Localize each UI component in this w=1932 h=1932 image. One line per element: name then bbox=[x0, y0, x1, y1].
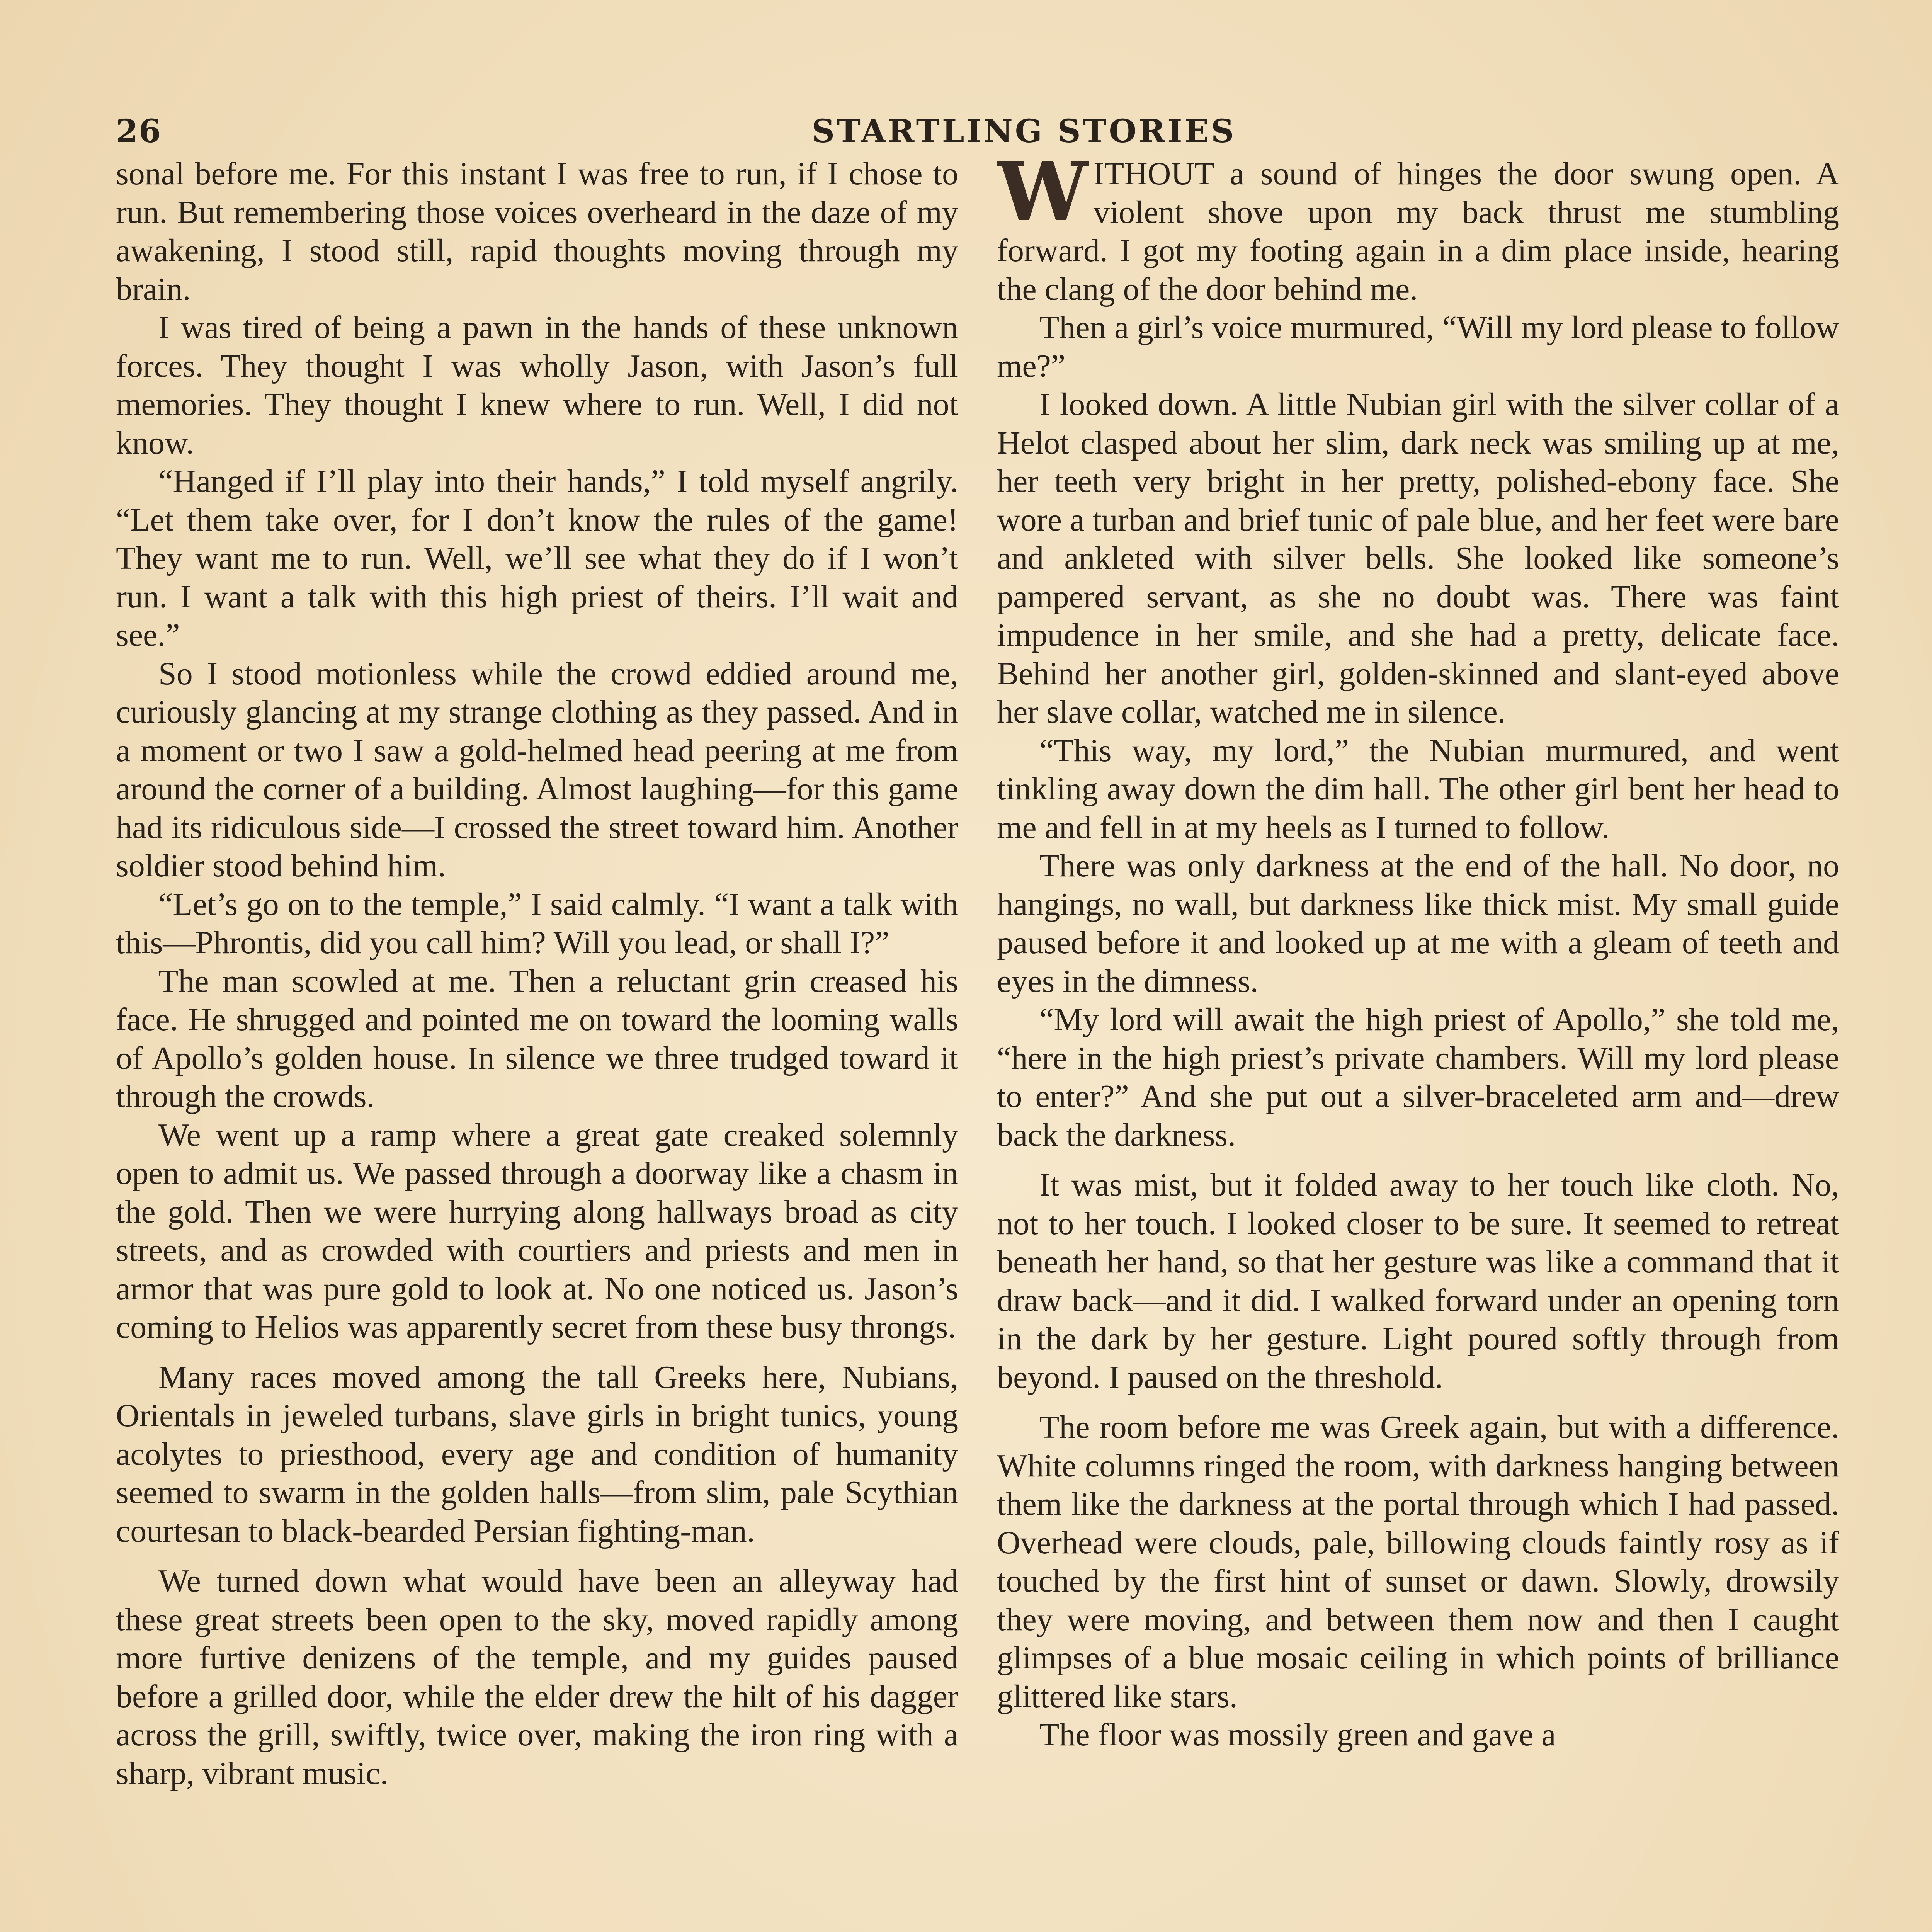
paragraph: The man scowled at me. Then a reluctant grin creased his face. He shrugged and pointed me on toward the looming walls of Apollo’s golden house. In silence we three trudged toward it through the crowds. bbox=[116, 963, 958, 1114]
right-column bbox=[997, 155, 1839, 1932]
left-column bbox=[116, 155, 958, 1932]
paragraph: I was tired of being a pawn in the hands of these unknown forces. They thought I was wholly Jason, with Jason’s full memories. They thought I knew where to run. Well, I did not know. bbox=[116, 310, 958, 461]
paragraph: There was only darkness at the end of the hall. No door, no hangings, no wall, but darkness like thick mist. My small guide paused before it and looked up at me with a gleam of teeth and eyes in the dimness. bbox=[997, 848, 1839, 999]
paragraph: “My lord will await the high priest of Apollo,” she told me, “here in the high priest’s private chambers. Will my lord please to enter?” And she put out a silver-braceleted arm and—drew back the darkness. bbox=[997, 1002, 1839, 1153]
opening-paragraph-text: ITHOUT a sound of hinges the door swung open. A violent shove upon my back thrust me stumbling forward. I got my footing again in a dim place inside, hearing the clang of the door behind me. bbox=[997, 156, 1839, 307]
paragraph: The room before me was Greek again, but with a difference. White columns ringed the room, with darkness hanging between them like the darkness at the portal through which I had passed. Overhead were clouds, pale, billowing clouds faintly rosy as if touched by the first hint of sunset or dawn. Slowly, drowsily they were moving, and between them now and then I caught glimpses of a blue mosaic ceiling in which points of brilliance glittered like stars. bbox=[997, 1409, 1839, 1714]
paragraph: sonal before me. For this instant I was free to run, if I chose to run. But remembering those voices overheard in the daze of my awakening, I stood still, rapid thoughts moving through my brain. bbox=[116, 156, 958, 307]
page-number: 26 bbox=[116, 113, 162, 150]
paragraph: “This way, my lord,” the Nubian murmured, and went tinkling away down the dim hall. The other girl bent her head to me and fell in at my heels as I turned to follow. bbox=[997, 732, 1839, 845]
drop-cap: W bbox=[997, 155, 1087, 240]
paragraph: We turned down what would have been an alleyway had these great streets been open to the sky, moved rapidly among more furtive denizens of the temple, and my guides paused before a grilled door, while the elder drew the hilt of his dagger across the grill, swiftly, twice over, making the iron ring with a sharp, vibrant music. bbox=[116, 1563, 958, 1791]
running-head: STARTLING STORIES bbox=[811, 113, 1236, 150]
paragraph: Then a girl’s voice murmured, “Will my lord please to follow me?” bbox=[997, 310, 1839, 384]
paragraph: It was mist, but it folded away to her touch like cloth. No, not to her touch. I looked closer to be sure. It seemed to retreat beneath her hand, so that her gesture was like a command that it draw back—and it did. I walked forward under an opening torn in the dark by her gesture. Light poured softly through from beyond. I paused on the threshold. bbox=[997, 1167, 1839, 1395]
paragraph: We went up a ramp where a great gate creaked solemnly open to admit us. We passed through a doorway like a chasm in the gold. Then we were hurrying along hallways broad as city streets, and as crowded with courtiers and priests and men in armor that was pure gold to look at. No one noticed us. Jason’s coming to Helios was apparently secret from these busy throngs. bbox=[116, 1117, 958, 1345]
opening-paragraph bbox=[997, 155, 1839, 308]
paragraph: I looked down. A little Nubian girl with the silver collar of a Helot clasped about her slim, dark neck was smiling up at me, her teeth very bright in her pretty, polished-ebony face. She wore a turban and brief tunic of pale blue, and her feet were bare and ankleted with silver bells. She looked like someone’s pampered servant, as she no doubt was. There was faint impudence in her smile, and she had a pretty, delicate face. Behind her another girl, golden-skinned and slant-eyed above her slave collar, watched me in silence. bbox=[997, 386, 1839, 730]
page-header bbox=[116, 108, 1824, 155]
paragraph: “Let’s go on to the temple,” I said calmly. “I want a talk with this—Phrontis, did you call him? Will you lead, or shall I?” bbox=[116, 886, 958, 961]
paragraph: So I stood motionless while the crowd eddied around me, curiously glancing at my strange clothing as they passed. And in a moment or two I saw a gold-helmed head peering at me from around the corner of a building. Almost laughing—for this game had its ridiculous side—I crossed the street toward him. Another soldier stood behind him. bbox=[116, 655, 958, 884]
paragraph: The floor was mossily green and gave a bbox=[1039, 1717, 1556, 1753]
paragraph: Many races moved among the tall Greeks here, Nubians, Orientals in jeweled turbans, slave girls in bright tunics, young acolytes to priesthood, every age and condition of humanity seemed to swarm in the golden halls—from slim, pale Scythian courtesan to black-bearded Persian fighting-man. bbox=[116, 1359, 958, 1549]
paragraph: “Hanged if I’ll play into their hands,” I told myself angrily. “Let them take over, for I don’t know the rules of the game! They want me to run. Well, we’ll see what they do if I won’t run. I want a talk with this high priest of theirs. I’ll wait and see.” bbox=[116, 463, 958, 653]
